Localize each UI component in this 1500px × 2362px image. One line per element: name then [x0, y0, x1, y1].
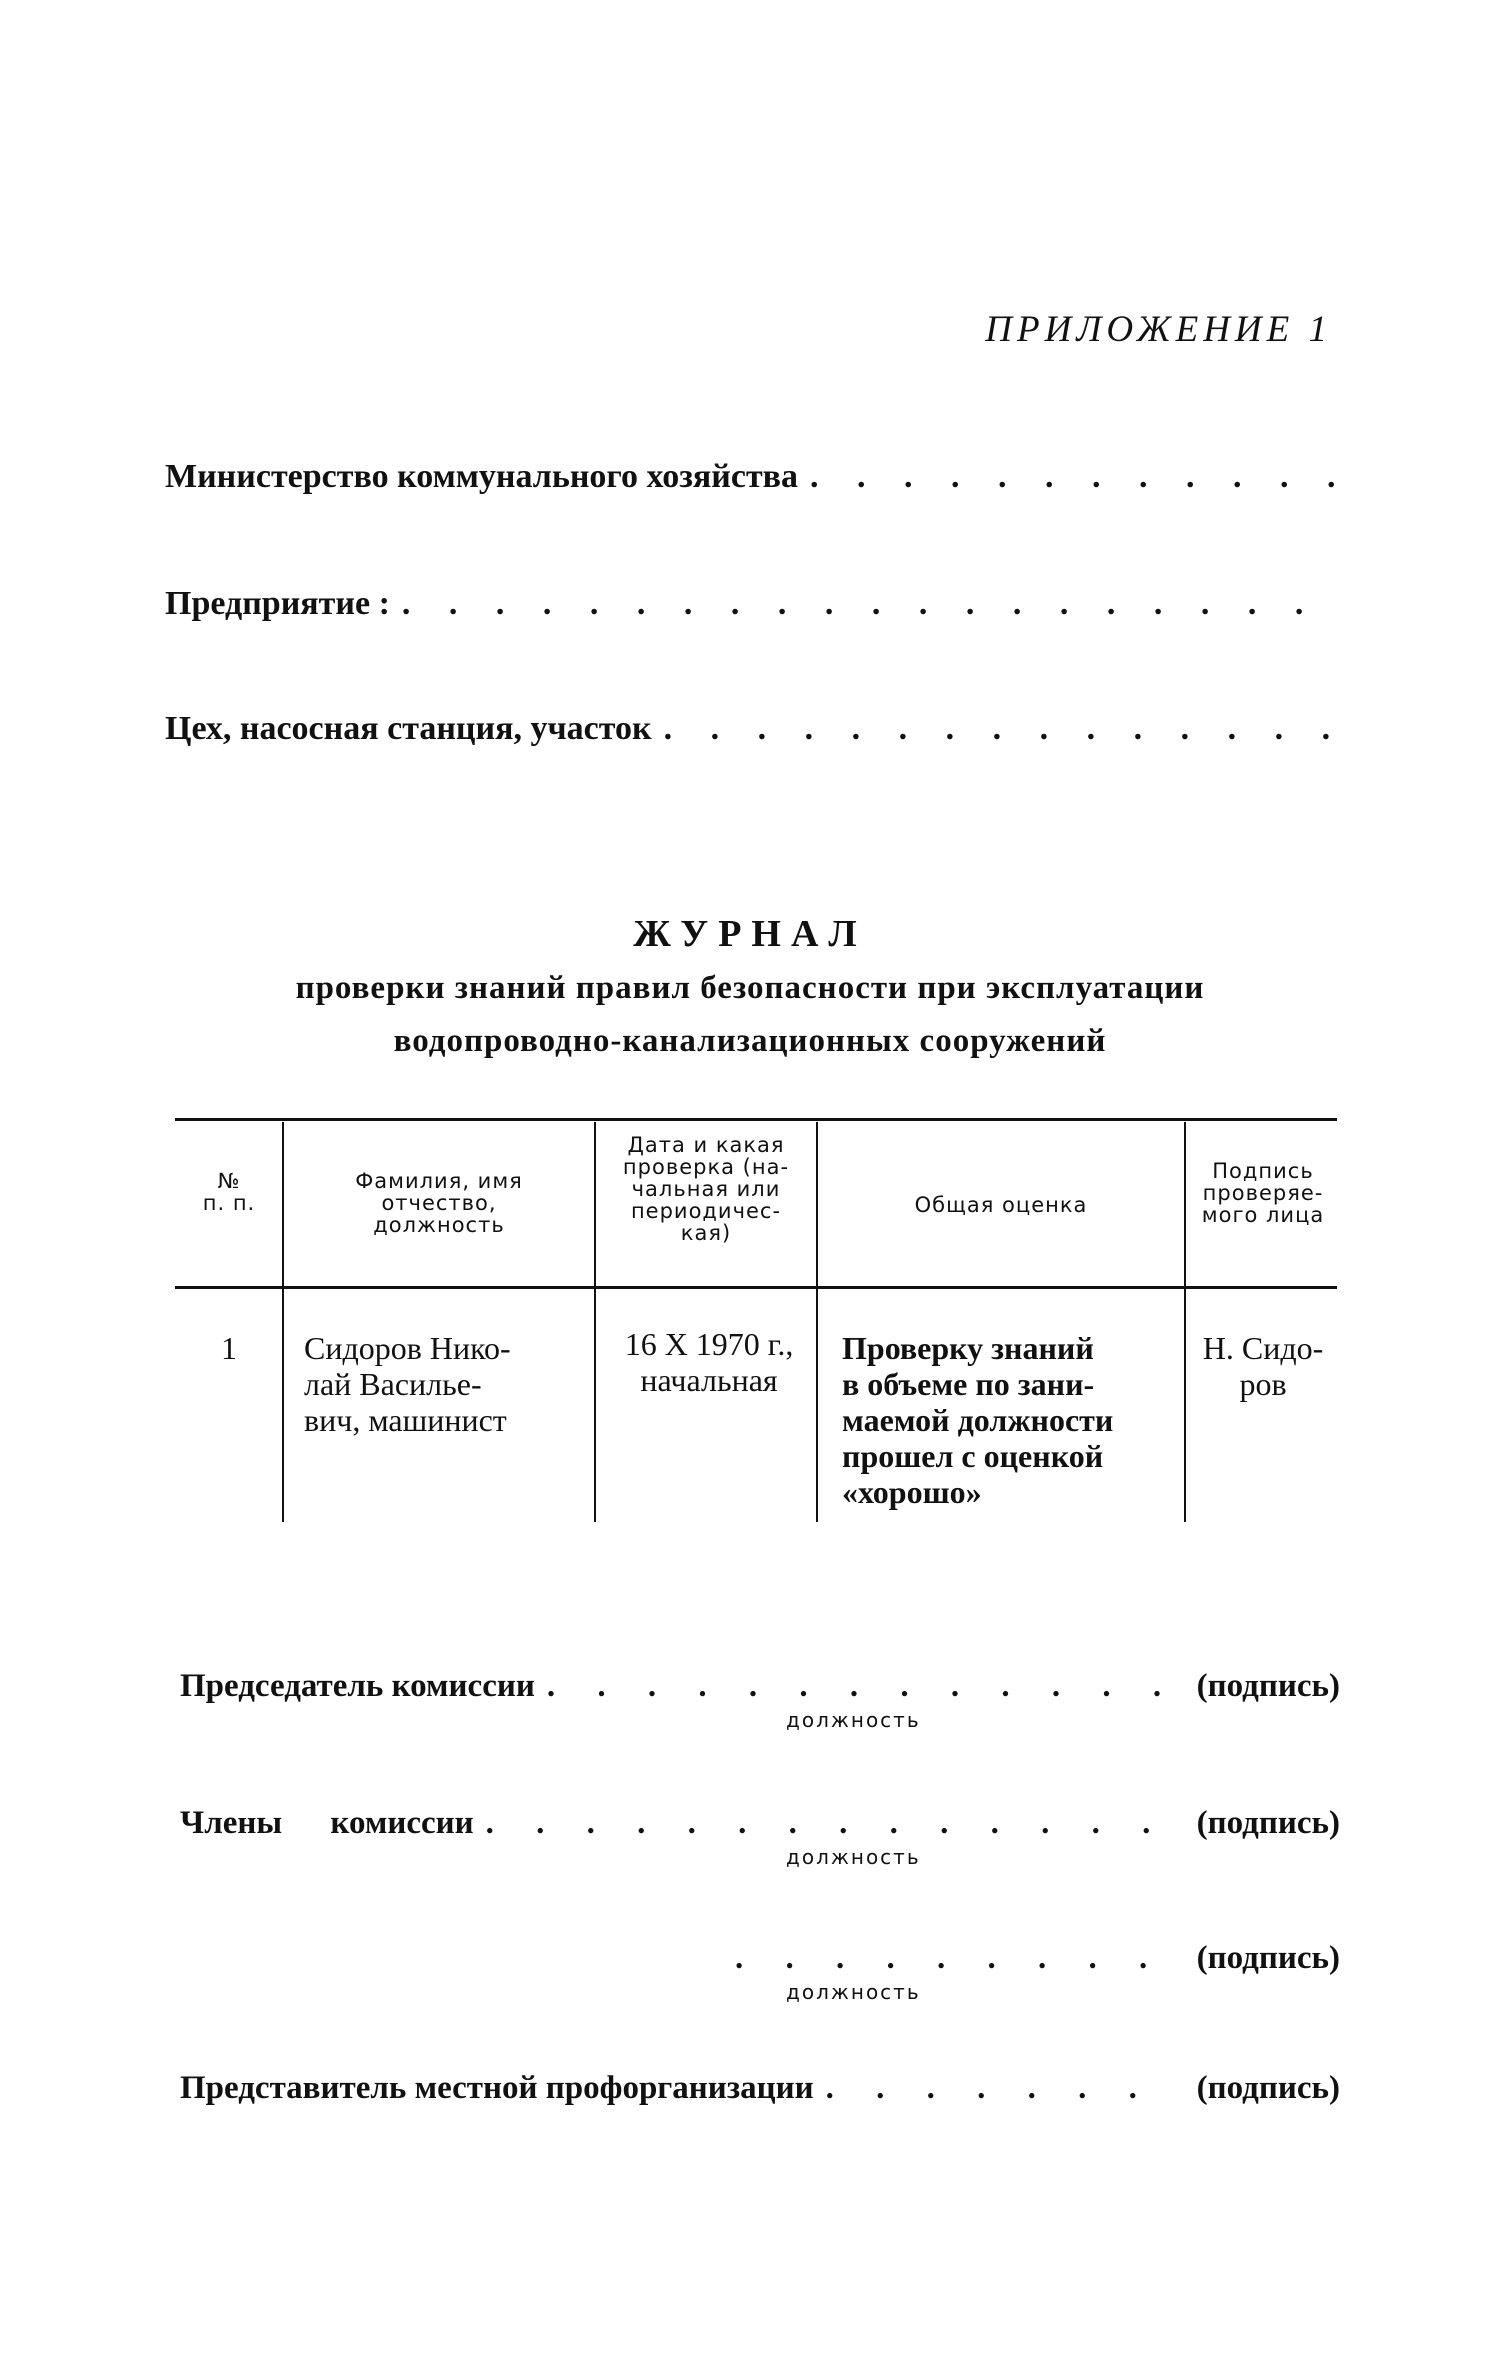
journal-subtitle-1: проверки знаний правил безопасности при эксплуатации — [295, 970, 1205, 1006]
header-number: № п. п. — [202, 1169, 256, 1215]
members-line — [180, 1805, 1340, 1842]
dot-leader — [810, 458, 1337, 496]
table-column-divider — [1184, 1122, 1186, 1522]
sign-placeholder: (подпись) — [1196, 1805, 1340, 1841]
member-extra-line — [735, 1940, 1340, 1977]
enterprise-label: Предприятие : — [165, 585, 390, 622]
enterprise-line — [165, 585, 1337, 623]
chairman-label: Председатель комиссии — [180, 1668, 535, 1704]
dot-leader — [735, 1940, 1177, 1977]
dot-leader — [664, 710, 1337, 748]
header-signature: Подпись проверяе- мого лица — [1201, 1159, 1325, 1227]
table-column-divider — [594, 1122, 596, 1522]
table-top-rule — [175, 1118, 1337, 1121]
union-rep-label: Представитель местной профорганизации — [180, 2070, 814, 2106]
position-caption: должность — [786, 1845, 921, 1869]
sign-placeholder: (подпись) — [1196, 2070, 1340, 2106]
cell-date: 16 X 1970 г., начальная — [624, 1326, 794, 1398]
position-caption: должность — [786, 1708, 921, 1732]
sign-placeholder: (подпись) — [1196, 1668, 1340, 1704]
ministry-line — [165, 458, 1337, 496]
department-line — [165, 710, 1337, 748]
cell-assessment: Проверку знаний в объеме по зани- маемой должности прошел с оценкой «хорошо» — [842, 1330, 1114, 1510]
dot-leader — [486, 1805, 1177, 1842]
journal-subtitle-2: водопроводно-канализационных сооружений — [393, 1023, 1107, 1059]
table-column-divider — [282, 1122, 284, 1522]
header-assessment: Общая оценка — [914, 1193, 1088, 1217]
chairman-line — [180, 1668, 1340, 1705]
cell-name: Сидоров Нико- лай Василье- вич, машинист — [304, 1330, 511, 1438]
position-caption: должность — [786, 1980, 921, 2004]
table-header-rule — [175, 1286, 1337, 1289]
dot-leader — [826, 2070, 1177, 2107]
cell-number: 1 — [221, 1330, 237, 1366]
department-label: Цех, насосная станция, участок — [165, 710, 652, 747]
dot-leader — [547, 1668, 1177, 1705]
sign-placeholder: (подпись) — [1196, 1940, 1340, 1976]
header-date: Дата и какая проверка (на- чальная или периодичес- кая) — [622, 1133, 790, 1245]
members-label: Члены комиссии — [180, 1805, 474, 1841]
dot-leader — [402, 585, 1337, 623]
appendix-label: ПРИЛОЖЕНИЕ 1 — [985, 309, 1332, 350]
table-column-divider — [816, 1122, 818, 1522]
ministry-label: Министерство коммунального хозяйства — [165, 458, 799, 495]
cell-signature: Н. Сидо- ров — [1202, 1330, 1324, 1402]
journal-title: ЖУРНАЛ — [633, 913, 867, 955]
header-name: Фамилия, имя отчество, должность — [355, 1169, 523, 1237]
union-rep-line — [180, 2070, 1340, 2107]
